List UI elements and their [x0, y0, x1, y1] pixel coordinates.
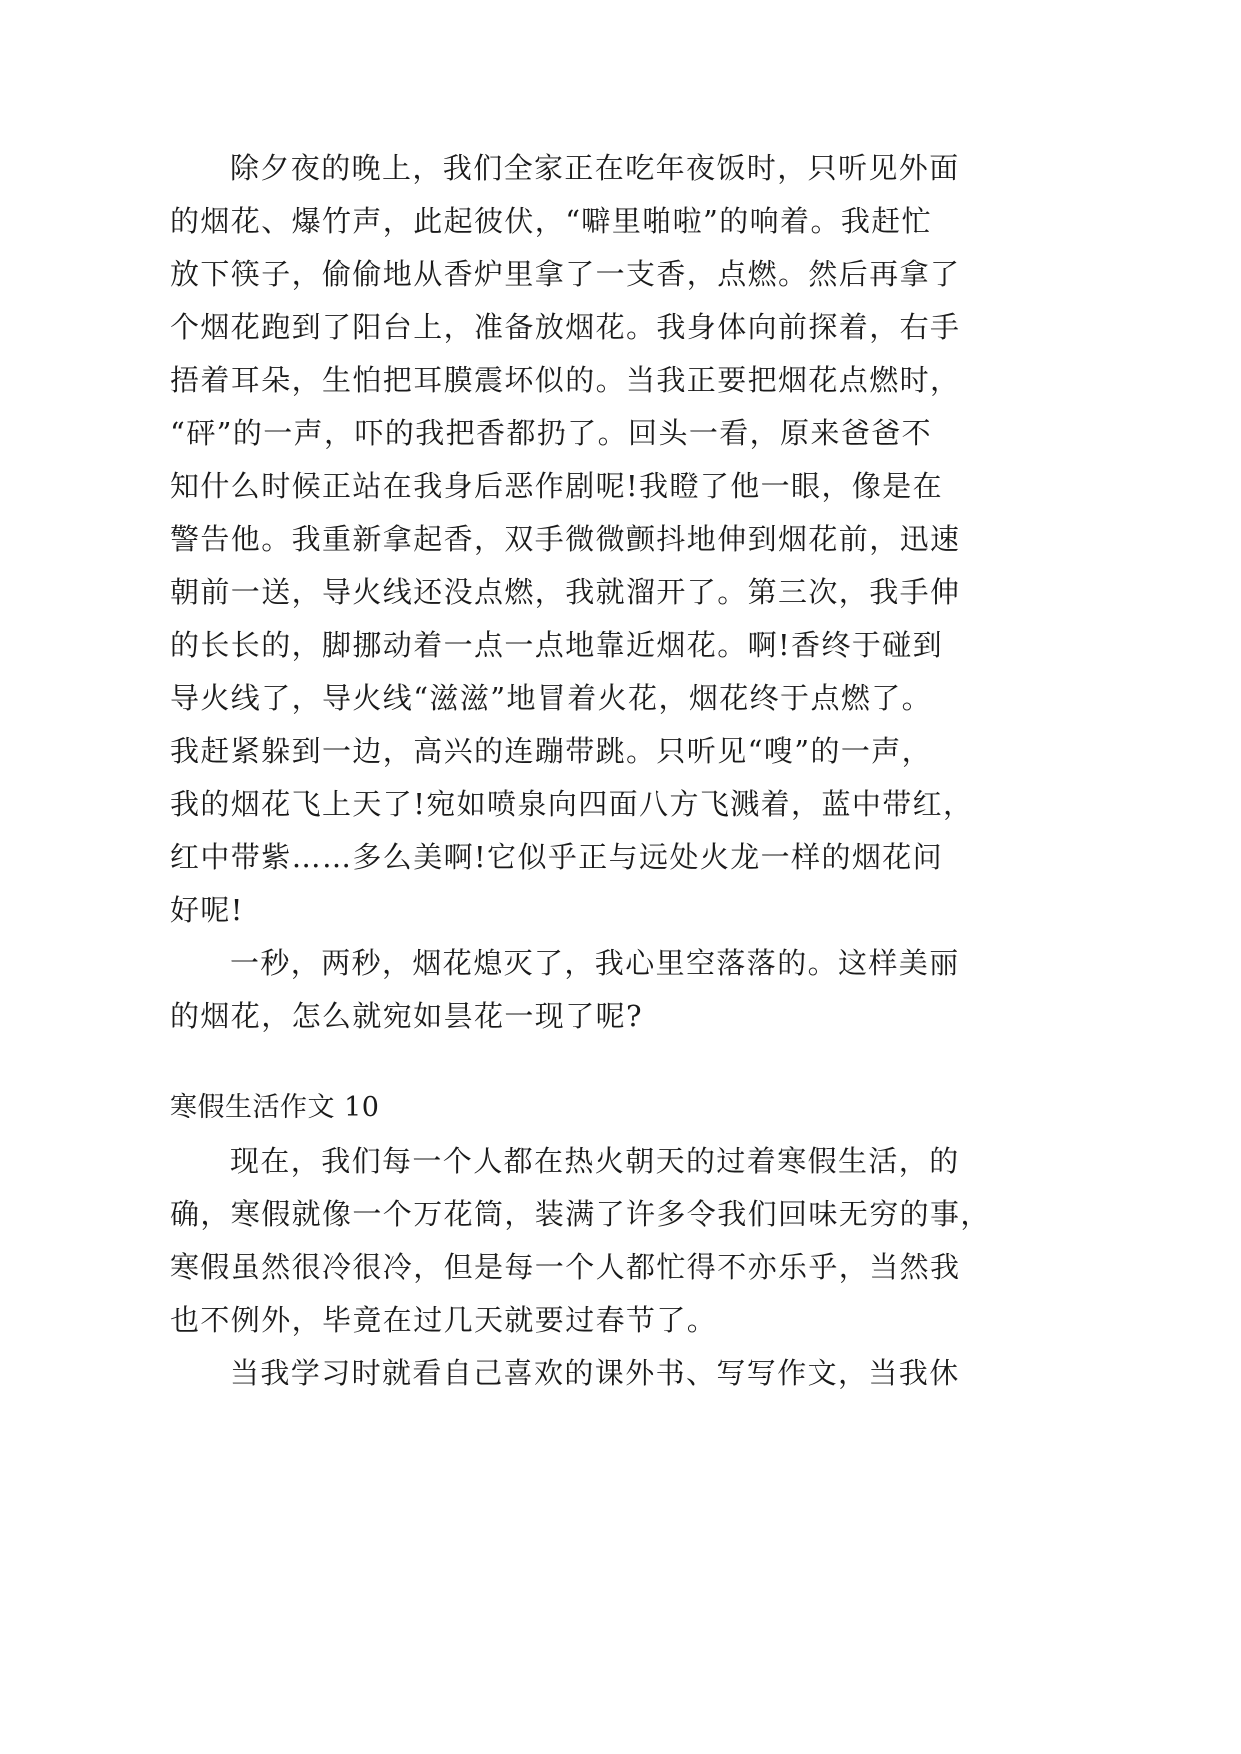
paragraph-line: 我的烟花飞上天了!宛如喷泉向四面八方飞溅着，蓝中带红，	[170, 787, 974, 821]
paragraph-line: 警告他。我重新拿起香，双手微微颤抖地伸到烟花前，迅速	[170, 522, 961, 556]
paragraph-line: 我赶紧躲到一边，高兴的连蹦带跳。只听见“嗖”的一声，	[170, 734, 933, 768]
paragraph-line: 确，寒假就像一个万花筒，装满了许多令我们回味无穷的事，	[170, 1197, 991, 1231]
paragraph-line: 个烟花跑到了阳台上，准备放烟花。我身体向前探着，右手	[170, 310, 961, 344]
paragraph-line: “砰”的一声，吓的我把香都扔了。回头一看，原来爸爸不	[170, 416, 933, 450]
paragraph-line: 现在，我们每一个人都在热火朝天的过着寒假生活，的	[230, 1144, 960, 1178]
paragraph-line: 捂着耳朵，生怕把耳膜震坏似的。当我正要把烟花点燃时，	[170, 363, 961, 397]
paragraph-line: 寒假虽然很冷很冷，但是每一个人都忙得不亦乐乎，当然我	[170, 1250, 961, 1284]
paragraph-line: 朝前一送，导火线还没点燃，我就溜开了。第三次，我手伸	[170, 575, 961, 609]
paragraph-line: 红中带紫……多么美啊!它似乎正与远处火龙一样的烟花问	[170, 840, 944, 874]
essay-title: 寒假生活作文 10	[170, 1092, 380, 1123]
paragraph-line: 知什么时候正站在我身后恶作剧呢!我瞪了他一眼，像是在	[170, 469, 944, 503]
paragraph-line: 一秒，两秒，烟花熄灭了，我心里空落落的。这样美丽	[230, 946, 960, 980]
paragraph-line: 的烟花、爆竹声，此起彼伏，“噼里啪啦”的响着。我赶忙	[170, 204, 933, 238]
paragraph-line: 放下筷子，偷偷地从香炉里拿了一支香，点燃。然后再拿了	[170, 257, 961, 291]
paragraph-line: 的长长的，脚挪动着一点一点地靠近烟花。啊!香终于碰到	[170, 628, 944, 662]
paragraph-line: 除夕夜的晚上，我们全家正在吃年夜饭时，只听见外面	[230, 151, 960, 185]
paragraph-line: 导火线了，导火线“滋滋”地冒着火花，烟花终于点燃了。	[170, 681, 933, 715]
paragraph-line: 也不例外，毕竟在过几天就要过春节了。	[170, 1303, 718, 1337]
paragraph-line: 当我学习时就看自己喜欢的课外书、写写作文，当我休	[230, 1356, 960, 1390]
paragraph-line: 的烟花，怎么就宛如昙花一现了呢?	[170, 999, 643, 1033]
paragraph-line: 好呢!	[170, 893, 244, 927]
